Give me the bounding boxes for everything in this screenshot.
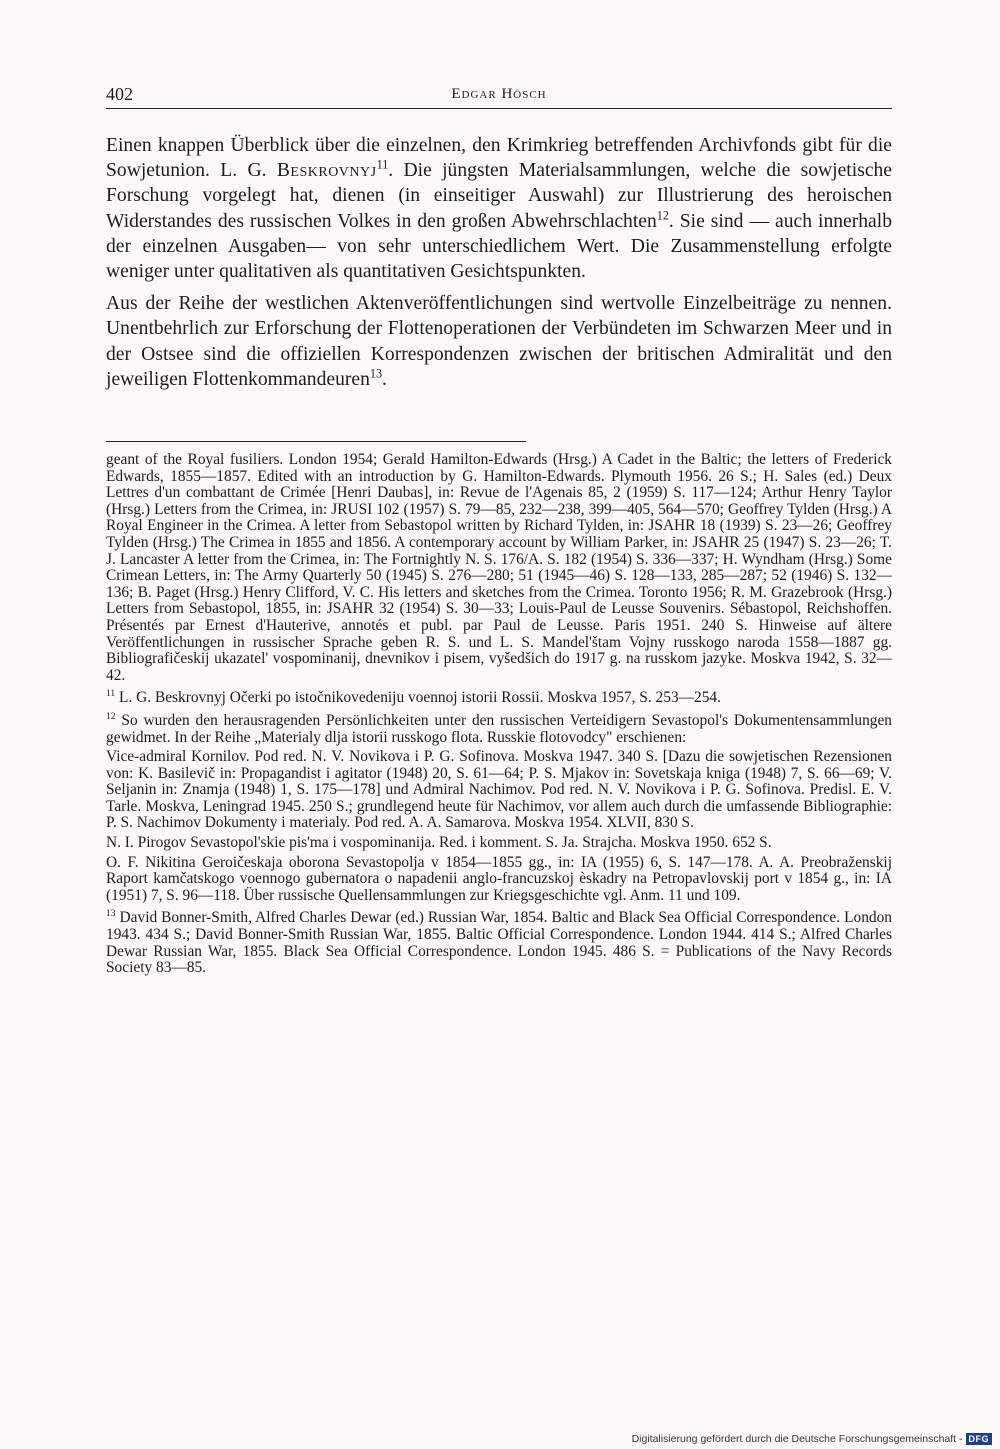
footnote-ref-12[interactable]: 12: [656, 208, 669, 223]
footer-text: Digitalisierung gefördert durch die Deutsche Forschungsgemeinschaft -: [631, 1433, 963, 1445]
footnote-10-continued: geant of the Royal fusiliers. London 1954; Gerald Hamilton-Edwards (Hrsg.) A Cadet in the Baltic; the letters of Frederick Edwards, 1855—1857. Edited with an introduction by G. Hamilton-Edwards. Plymouth 1956. 26 S.; H. Sales (ed.) Deux Lettres d'un combattant de Crimée [Henri Daubas], in: Revue de l'Agenais 85, 2 (1959) S. 117—124; Arthur Henry Taylor (Hrsg.) Letters from the Crimea, in: JRUSI 102 (1957) S. 79—85, 232—238, 399—405, 564—570; Geoffrey Tylden (Hrsg.) A Royal Engineer in the Crimea. A letter from Sebastopol written by Richard Tylden, in: JSAHR 18 (1939) S. 23—26; Geoffrey Tylden (Hrsg.) The Crimea in 1855 and 1856. A contemporary account by William Parker, in: JSAHR 25 (1947) S. 23—26; T. J. Lancaster A letter from the Crimea, in: The Fortnightly N. S. 176/A. S. 182 (1954) S. 336—337; H. Wyndham (Hrsg.) Some Crimean Letters, in: The Army Quarterly 50 (1945) S. 276—280; 51 (1945—46) S. 128—133, 285—287; 52 (1946) S. 132—136; B. Paget (Hrsg.) Henry Clifford, V. C. His letters and sketches from the Crimea. Toronto 1956; R. M. Grazebrook (Hrsg.) Letters from Sebastopol, 1855, in: JSAHR 32 (1954) S. 30—33; Louis-Paul de Leusse Souvenirs. Sébastopol, Reichshoffen. Présentés par Ernest d'Hauterive, annotés et publ. par Paul de Leusse. Paris 1951. 240 S. Hinweise auf ältere Veröffentlichungen in russischer Sprache geben R. S. und L. S. Mandel'štam Vojny russkogo naroda 1558—1887 gg. Bibliografičeskij ukazatel' vospominanij, dnevnikov i pisem, vyšedšich do 1917 g. na russkom jazyke. Moskva 1942, S. 32—42.: [106, 451, 892, 684]
footnote-12-nikitina: O. F. Nikitina Geroičeskaja oborona Sevastopolja v 1854—1855 gg., in: IA (1955) 6, S. 147—178. A. A. Preobraženskij Raport kamčatskogo voennogo gubernatora o napadenii anglo-francuzskoj èskadry na Petropavlovskij port v 1854 g., in: IA (1951) 7, S. 96—118. Über russische Quellensammlungen zur Kriegsgeschichte vgl. Anm. 11 und 109.: [106, 853, 892, 904]
footnote-ref-13[interactable]: 13: [369, 366, 383, 381]
footnote-11: [106, 690, 892, 707]
author-name: Beskrovnyj: [276, 160, 377, 182]
footnote-12-pirogov: N. I. Pirogov Sevastopol'skie pis'ma i vospominanija. Red. i komment. S. Ja. Strajcha. Moskva 1950. 652 S.: [106, 834, 772, 852]
footnote-13-text: David Bonner-Smith, Alfred Charles Dewar (ed.) Russian War, 1854. Baltic and Black Sea Official Correspondence. London 1943. 434 S.; David Bonner-Smith Russian War, 1855. Baltic Official Correspondence. London 1944. 414 S.; Alfred Charles Dewar Russian War, 1855. Black Sea Official Correspondence. London 1945. 486 S. = Publications of the Navy Records Society 83—85.: [106, 909, 892, 977]
footnote-12-kornilov: Vice-admiral Kornilov. Pod red. N. V. Novikova i P. G. Sofinova. Moskva 1947. 340 S. [Dazu die sowjetischen Rezensionen von: K. Basilevič in: Propagandist i agitator (1948) 20, S. 61—64; P. S. Mjakov in: Sovetskaja kniga (1948) 7, S. 66—69; V. Seljanin in: Znamja (1948) 1, S. 175—178] und Admiral Nachimov. Pod red. N. V. Novikova i P. G. Sofinova. Predisl. E. V. Tarle. Moskva, Leningrad 1945. 250 S.; grundlegend heute für Nachimov, vor allem auch durch die umfassende Bibliographie: P. S. Nachimov Dokumenty i materialy. Pod red. A. A. Samarova. Moskva 1954. XLVII, 830 S.: [106, 748, 892, 832]
footnotes: [106, 452, 892, 980]
paragraph-1-part-c: . Sie sind — auch innerhalb der einzelnen Ausgaben— von sehr unterschiedlichem Wert. Die Zusammenstellung erfolgte weniger unter qualitativen als quantitativen Gesichtspunkten.: [106, 210, 892, 283]
paragraph-1-part-b: . Die jüngsten Materialsammlungen, welche die sowjetische Forschung vorgelegt hat, dienen (in einseitiger Auswahl) zur Illustrierung des heroischen Widerstandes des russischen Volkes in den großen Abwehrschlachten: [106, 160, 893, 232]
paragraph-2-part-a: Aus der Reihe der westlichen Aktenveröffentlichungen sind wertvolle Einzelbeiträge zu nennen. Unentbehrlich zur Erforschung der Flottenoperationen der Verbündeten im Schwarzen Meer und in der Ostsee sind die offiziellen Korrespondenzen zwischen der britischen Admiralität und den jeweiligen Flottenkommandeuren: [106, 293, 892, 390]
page-number: 402: [106, 84, 133, 104]
footnote-13: [106, 910, 892, 976]
footnote-11-number: 11: [106, 688, 116, 700]
paragraph-1: [106, 133, 892, 284]
footnote-separator: [106, 441, 526, 442]
main-text: [106, 133, 892, 399]
footnote-11-text: L. G. Beskrovnyj Očerki po istočnikovedeniju voennoj istorii Rossii. Moskva 1957, S. 253—254.: [119, 689, 721, 707]
running-title: Edgar Hösch: [451, 86, 547, 102]
footnote-ref-11[interactable]: 11: [376, 157, 389, 172]
digitization-footer: [632, 1433, 992, 1445]
footnote-12: [106, 710, 892, 746]
footnote-12-number: 12: [106, 710, 116, 722]
paragraph-1-part-a: Einen knappen Überblick über die einzelnen, den Krimkrieg betreffenden Archivfonds gibt für die Sowjetunion. L. G.: [106, 135, 892, 182]
dfg-logo: DFG: [966, 1433, 993, 1445]
paragraph-2: [106, 291, 892, 392]
paragraph-2-part-b: .: [382, 368, 387, 390]
footnote-12-text: So wurden den herausragenden Persönlichkeiten unter den russischen Verteidigern Sevastopol's Dokumentensammlungen gewidmet. In der Reihe „Materialy dlja istorii russkogo flota. Russkie flotovodcy" erschienen:: [106, 711, 892, 746]
page-header: [106, 82, 892, 109]
footnote-13-number: 13: [106, 908, 116, 920]
